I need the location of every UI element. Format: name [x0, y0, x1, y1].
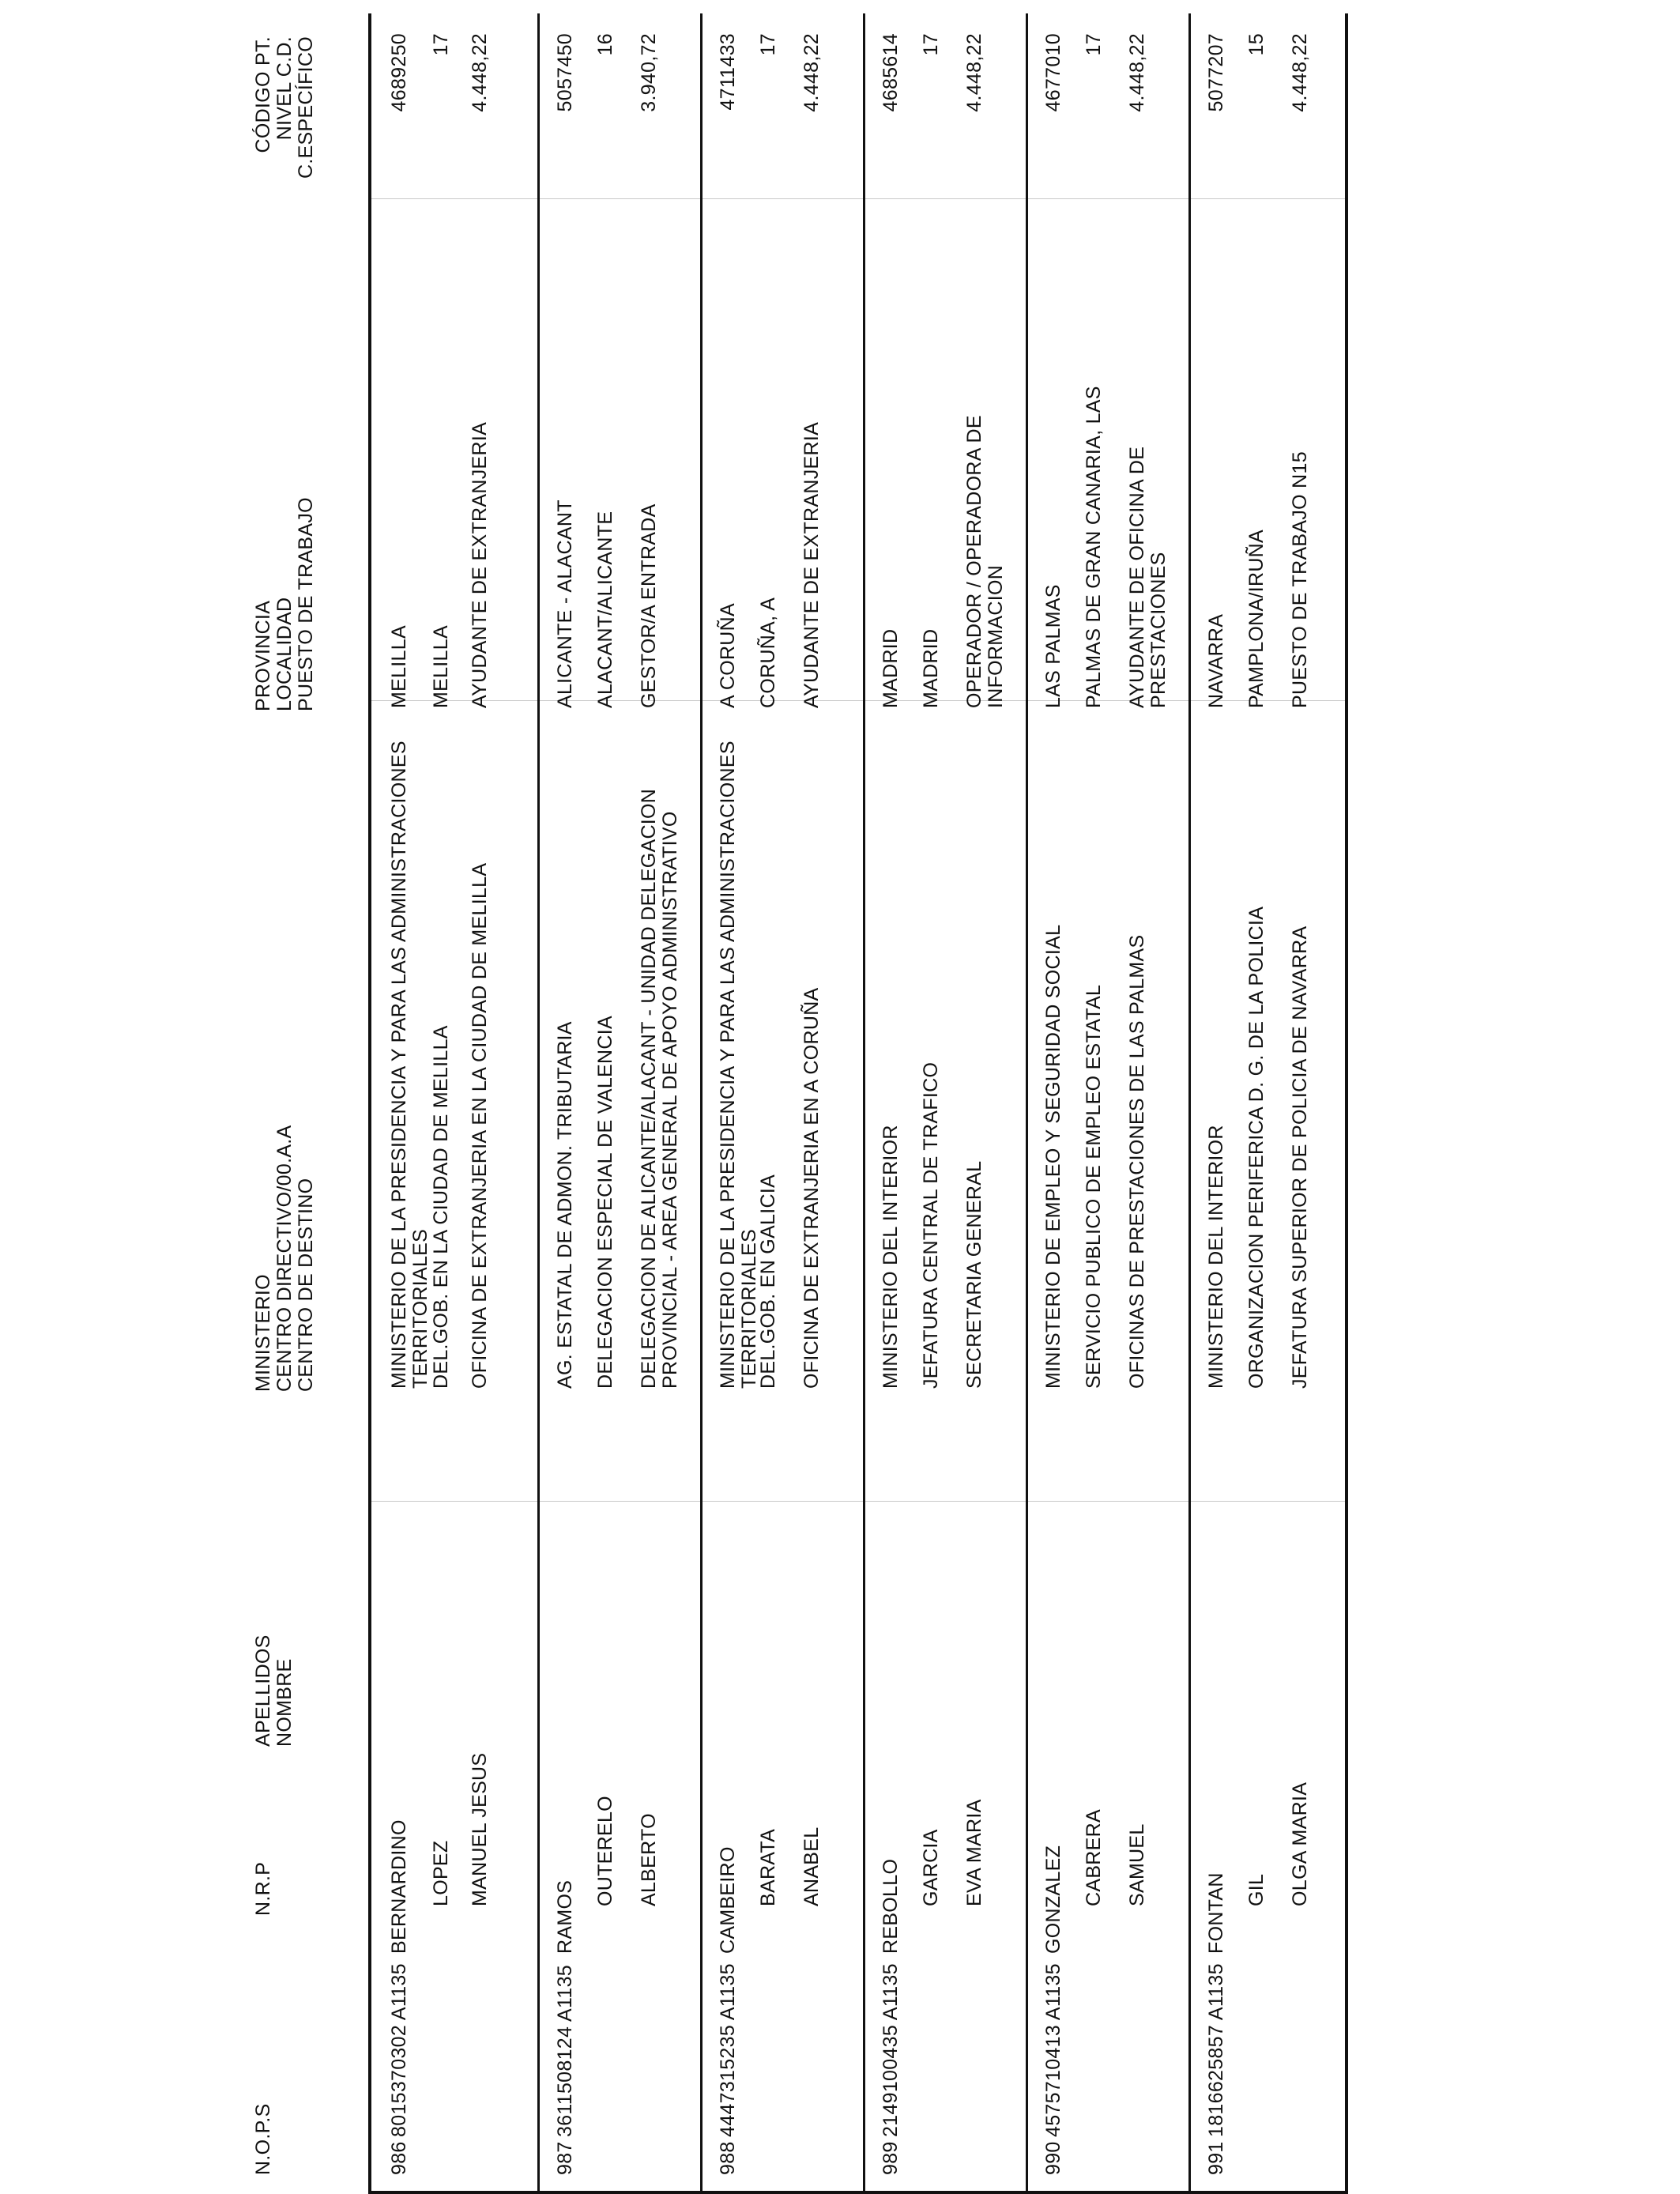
especifico-cell: 4.448,22 [963, 33, 985, 112]
codigo-cell: 4677010 [1042, 33, 1064, 112]
localidad-cell: MADRID [920, 628, 942, 708]
puesto-cell: OPERADOR / OPERADORA DE INFORMACION [963, 415, 1007, 708]
apellido1-cell: GONZALEZ [1042, 1845, 1064, 1954]
especifico-cell: 4.448,22 [1289, 33, 1311, 112]
provincia-cell: A CORUÑA [717, 603, 739, 708]
apellido1-cell: BERNARDINO [388, 1819, 410, 1954]
centro-destino-cell: DELEGACION DE ALICANTE/ALACANT - UNIDAD DELEGACION PROVINCIAL - AREA GENERAL DE APOYO ADMINISTRATIVO [638, 788, 681, 1389]
especifico-cell: 4.448,22 [800, 33, 823, 112]
nivel-cell: 17 [920, 33, 942, 56]
localidad-cell: PAMPLONA/IRUÑA [1245, 529, 1268, 708]
provincia-cell: ALICANTE - ALACANT [554, 499, 576, 708]
nops-cell: 990 [1042, 2141, 1064, 2175]
header-codigo-nivel-especifico: CÓDIGO PT. NIVEL C.D. C.ESPECÍFICO [252, 36, 317, 179]
codigo-cell: 4685614 [880, 33, 902, 112]
nombre-cell: ANABEL [800, 1826, 823, 1906]
nombre-cell: EVA MARIA [963, 1799, 985, 1906]
header-nrp: N.R.P [252, 1861, 274, 1916]
puesto-cell: AYUDANTE DE OFICINA DE PRESTACIONES [1126, 446, 1170, 708]
ministerio-cell: MINISTERIO DE LA PRESIDENCIA Y PARA LAS ADMINISTRACIONES TERRITORIALES [388, 741, 431, 1389]
nivel-cell: 16 [594, 33, 616, 56]
table-row [371, 13, 537, 2191]
puesto-cell: PUESTO DE TRABAJO N15 [1289, 451, 1311, 708]
nivel-cell: 15 [1245, 33, 1268, 56]
centro-directivo-cell: DELEGACION ESPECIAL DE VALENCIA [594, 1016, 616, 1389]
nivel-cell: 17 [757, 33, 779, 56]
especifico-cell: 4.448,22 [469, 33, 491, 112]
ministerio-cell: MINISTERIO DE EMPLEO Y SEGURIDAD SOCIAL [1042, 924, 1064, 1389]
table-row [700, 13, 863, 2191]
nops-cell: 987 [554, 2141, 576, 2175]
especifico-cell: 3.940,72 [638, 33, 660, 112]
especifico-cell: 4.448,22 [1126, 33, 1148, 112]
header-apellidos-nombre: APELLIDOS NOMBRE [252, 1634, 296, 1747]
centro-destino-cell: OFICINA DE EXTRANJERIA EN LA CIUDAD DE MELILLA [469, 862, 491, 1389]
apellido2-cell: BARATA [757, 1828, 779, 1906]
header-nops: N.O.P.S [252, 2103, 274, 2175]
table-row [1026, 13, 1188, 2191]
puesto-cell: GESTOR/A ENTRADA [638, 503, 660, 708]
centro-directivo-cell: DEL.GOB. EN GALICIA [757, 1174, 779, 1389]
apellido2-cell: OUTERELO [594, 1796, 616, 1906]
ministerio-cell: AG. ESTATAL DE ADMON. TRIBUTARIA [554, 1021, 576, 1389]
nombre-cell: ALBERTO [638, 1813, 660, 1906]
nrp-cell: 4447315235 A1135 [717, 1963, 739, 2137]
nombre-cell: SAMUEL [1126, 1823, 1148, 1906]
nops-cell: 989 [880, 2141, 902, 2175]
puesto-cell: AYUDANTE DE EXTRANJERIA [469, 421, 491, 708]
centro-destino-cell: OFICINA DE EXTRANJERIA EN A CORUÑA [800, 987, 823, 1389]
nombre-cell: MANUEL JESUS [469, 1752, 491, 1906]
puesto-cell: AYUDANTE DE EXTRANJERIA [800, 421, 823, 708]
ministerio-cell: MINISTERIO DEL INTERIOR [1205, 1125, 1227, 1389]
nrp-cell: 1816625857 A1135 [1205, 1963, 1227, 2137]
centro-directivo-cell: SERVICIO PUBLICO DE EMPLEO ESTATAL [1083, 984, 1105, 1389]
header-ministerio-centros: MINISTERIO CENTRO DIRECTIVO/00.A.A CENTRO DE DESTINO [252, 1125, 317, 1392]
nops-cell: 988 [717, 2141, 739, 2175]
apellido2-cell: CABRERA [1083, 1809, 1105, 1906]
localidad-cell: ALACANT/ALICANTE [594, 511, 616, 708]
provincia-cell: MELILLA [388, 625, 410, 708]
table-row [863, 13, 1026, 2191]
apellido2-cell: GIL [1245, 1873, 1268, 1906]
header-provincia-localidad-puesto: PROVINCIA LOCALIDAD PUESTO DE TRABAJO [252, 497, 317, 711]
nops-cell: 991 [1205, 2141, 1227, 2175]
centro-destino-cell: JEFATURA SUPERIOR DE POLICIA DE NAVARRA [1289, 925, 1311, 1389]
localidad-cell: MELILLA [430, 625, 452, 708]
provincia-cell: NAVARRA [1205, 613, 1227, 708]
centro-directivo-cell: DEL.GOB. EN LA CIUDAD DE MELILLA [430, 1025, 452, 1389]
centro-destino-cell: OFICINAS DE PRESTACIONES DE LAS PALMAS [1126, 934, 1148, 1389]
nivel-cell: 17 [1083, 33, 1105, 56]
nrp-cell: 4575710413 A1135 [1042, 1963, 1064, 2137]
records-table [368, 13, 1348, 2194]
provincia-cell: MADRID [880, 628, 902, 708]
codigo-cell: 4711433 [717, 33, 739, 111]
centro-directivo-cell: JEFATURA CENTRAL DE TRAFICO [920, 1061, 942, 1389]
codigo-cell: 5057450 [554, 33, 576, 112]
ministerio-cell: MINISTERIO DEL INTERIOR [880, 1125, 902, 1389]
apellido1-cell: CAMBEIRO [717, 1846, 739, 1954]
nivel-cell: 17 [430, 33, 452, 56]
localidad-cell: CORUÑA, A [757, 597, 779, 708]
apellido1-cell: REBOLLO [880, 1858, 902, 1954]
codigo-cell: 5077207 [1205, 33, 1227, 112]
table-row [537, 13, 700, 2191]
nrp-cell: 3611508124 A1135 [554, 1965, 576, 2137]
nrp-cell: 8015370302 A1135 [388, 1963, 410, 2137]
centro-directivo-cell: ORGANIZACION PERIFERICA D. G. DE LA POLICIA [1245, 906, 1268, 1389]
nrp-cell: 2149100435 A1135 [880, 1963, 902, 2137]
ministerio-cell: MINISTERIO DE LA PRESIDENCIA Y PARA LAS ADMINISTRACIONES TERRITORIALES [717, 741, 760, 1389]
apellido2-cell: GARCIA [920, 1829, 942, 1906]
localidad-cell: PALMAS DE GRAN CANARIA, LAS [1083, 386, 1105, 708]
nops-cell: 986 [388, 2141, 410, 2175]
centro-destino-cell: SECRETARIA GENERAL [963, 1160, 985, 1389]
apellido2-cell: LOPEZ [430, 1840, 452, 1906]
apellido1-cell: RAMOS [554, 1879, 576, 1954]
provincia-cell: LAS PALMAS [1042, 584, 1064, 708]
table-row [1188, 13, 1345, 2191]
codigo-cell: 4689250 [388, 33, 410, 112]
apellido1-cell: FONTAN [1205, 1872, 1227, 1954]
nombre-cell: OLGA MARIA [1289, 1781, 1311, 1906]
